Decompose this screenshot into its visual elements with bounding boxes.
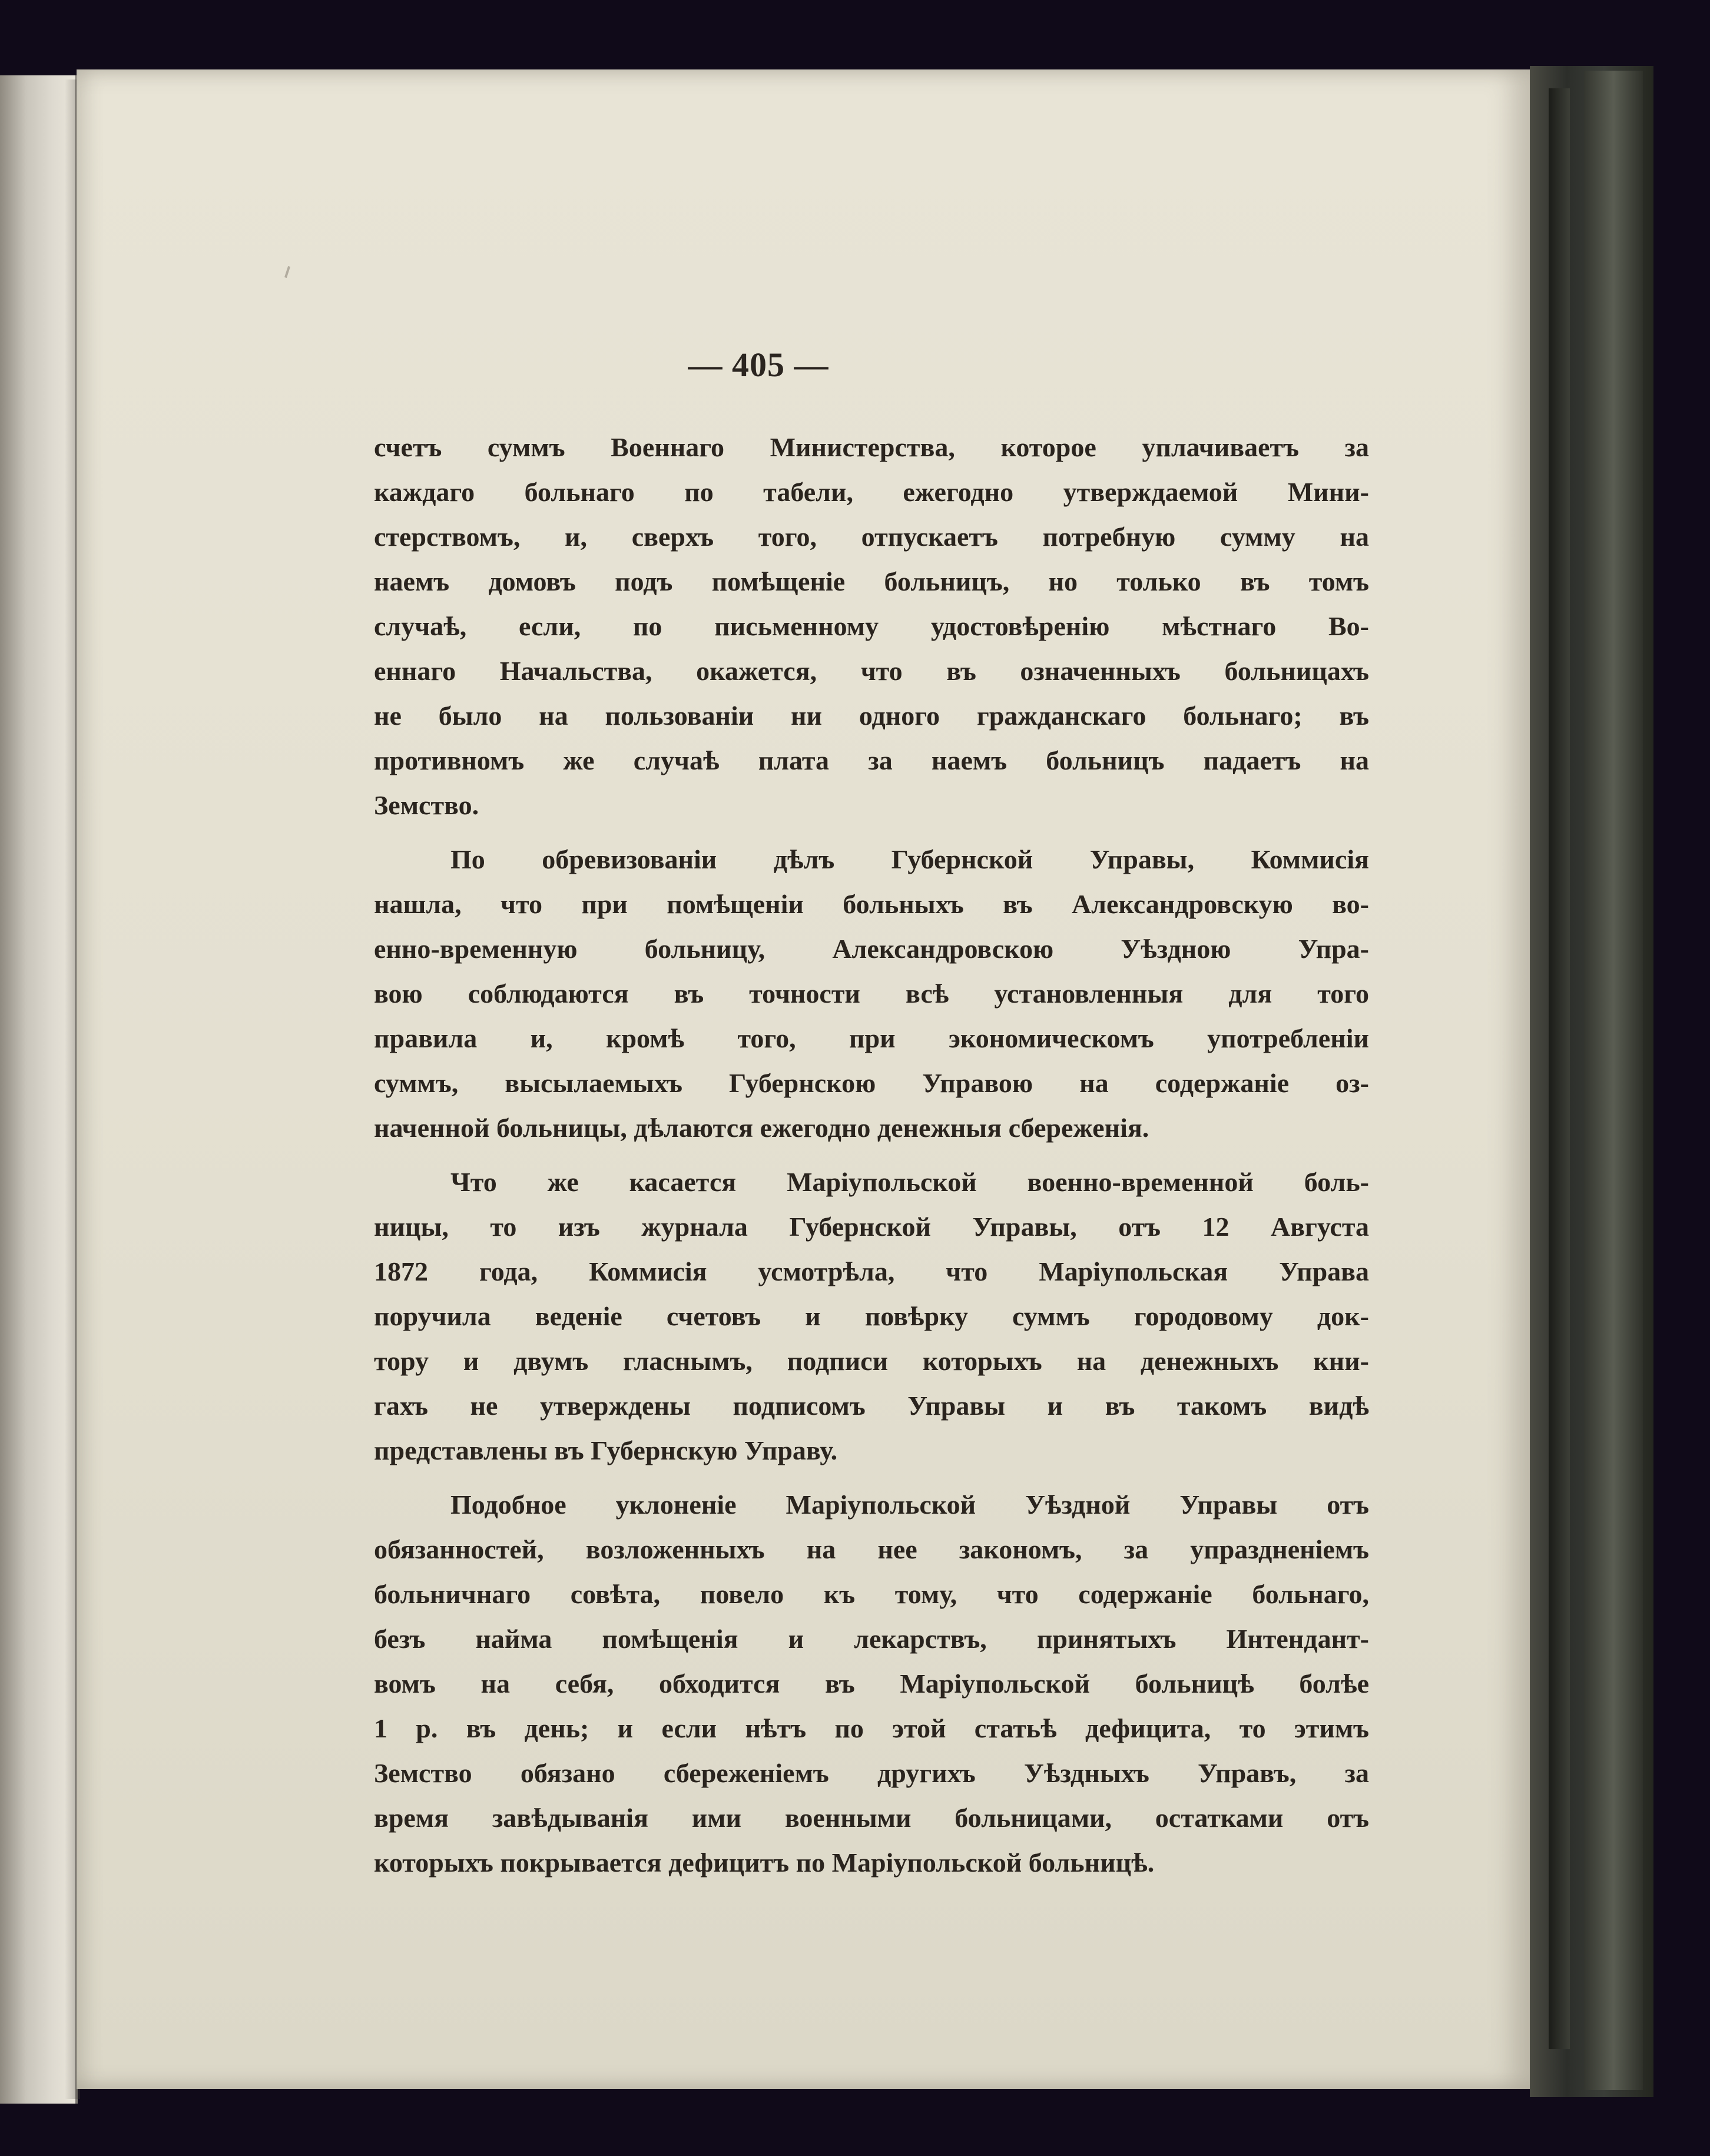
paragraph — [374, 1160, 1369, 1473]
paragraph — [374, 837, 1369, 1150]
text-line: каждаго больнаго по табели, ежегодно утверждаемой Мини- — [374, 477, 1369, 507]
text-line: правила и, кромѣ того, при экономическомъ употребленіи — [374, 1023, 1369, 1053]
cover-board-edge — [1549, 88, 1570, 2049]
text-line: тору и двумъ гласнымъ, подписи которыхъ на денежныхъ кни- — [374, 1346, 1369, 1376]
text-line: противномъ же случаѣ плата за наемъ больницъ падаетъ на — [374, 745, 1369, 775]
text-line: поручила веденіе счетовъ и повѣрку суммъ городовому док- — [374, 1301, 1369, 1331]
page-number: — 405 — — [688, 346, 829, 384]
text-line: случаѣ, если, по письменному удостовѣренію мѣстнаго Во- — [374, 611, 1369, 641]
text-line: больничнаго совѣта, повело къ тому, что содержаніе больнаго, — [374, 1579, 1369, 1609]
paper-mark — [284, 266, 290, 278]
book-spine — [1584, 71, 1643, 2090]
text-line: наченной больницы, дѣлаются ежегодно денежныя сбереженія. — [374, 1113, 1149, 1143]
text-line: представлены въ Губернскую Управу. — [374, 1435, 838, 1465]
text-line: гахъ не утверждены подписомъ Управы и въ такомъ видѣ — [374, 1391, 1369, 1421]
paragraph-gap — [374, 828, 1369, 837]
text-line: Что же касается Маріупольской военно-временной боль- — [450, 1167, 1369, 1197]
paragraph-gap — [374, 1150, 1369, 1160]
text-line: По обревизованіи дѣлъ Губернской Управы, Коммисія — [450, 844, 1369, 874]
text-line: наемъ домовъ подъ помѣщеніе больницъ, но только въ томъ — [374, 566, 1369, 596]
text-line: Земство обязано сбереженіемъ другихъ Уѣздныхъ Управъ, за — [374, 1758, 1369, 1788]
text-line: которыхъ покрывается дефицитъ по Маріупольской больницѣ. — [374, 1847, 1155, 1878]
text-line: 1 р. въ день; и если нѣтъ по этой статьѣ дефицита, то этимъ — [374, 1713, 1369, 1743]
paragraph — [374, 1482, 1369, 1885]
text-line: обязанностей, возложенныхъ на нее закономъ, за упраздненіемъ — [374, 1534, 1369, 1564]
text-line: счетъ суммъ Военнаго Министерства, которое уплачиваетъ за — [374, 432, 1369, 462]
text-line: нашла, что при помѣщеніи больныхъ въ Александровскую во- — [374, 889, 1369, 919]
text-line: время завѣдыванія ими военными больницами, остатками отъ — [374, 1803, 1369, 1833]
text-line: стерствомъ, и, сверхъ того, отпускаетъ потребную сумму на — [374, 522, 1369, 552]
body-text — [374, 425, 1369, 1885]
text-line: 1872 года, Коммисія усмотрѣла, что Маріупольская Управа — [374, 1256, 1369, 1286]
paragraph — [374, 425, 1369, 828]
text-line: еннаго Начальства, окажется, что въ означенныхъ больницахъ — [374, 656, 1369, 686]
text-line: вомъ на себя, обходится въ Маріупольской больницѣ болѣе — [374, 1669, 1369, 1699]
text-line: ницы, то изъ журнала Губернской Управы, отъ 12 Августа — [374, 1212, 1369, 1242]
text-line: безъ найма помѣщенія и лекарствъ, принятыхъ Интендант- — [374, 1624, 1369, 1654]
text-line: вою соблюдаются въ точности всѣ установленныя для того — [374, 979, 1369, 1009]
text-line: Земство. — [374, 790, 479, 820]
text-line: енно-временную больницу, Александровскою Уѣздною Упра- — [374, 934, 1369, 964]
text-line: не было на пользованіи ни одного гражданскаго больнаго; въ — [374, 701, 1369, 731]
text-line: Подобное уклоненіе Маріупольской Уѣздной Управы отъ — [450, 1490, 1369, 1520]
book-page — [77, 69, 1530, 2089]
paragraph-gap — [374, 1473, 1369, 1482]
text-line: суммъ, высылаемыхъ Губернскою Управою на содержаніе оз- — [374, 1068, 1369, 1098]
